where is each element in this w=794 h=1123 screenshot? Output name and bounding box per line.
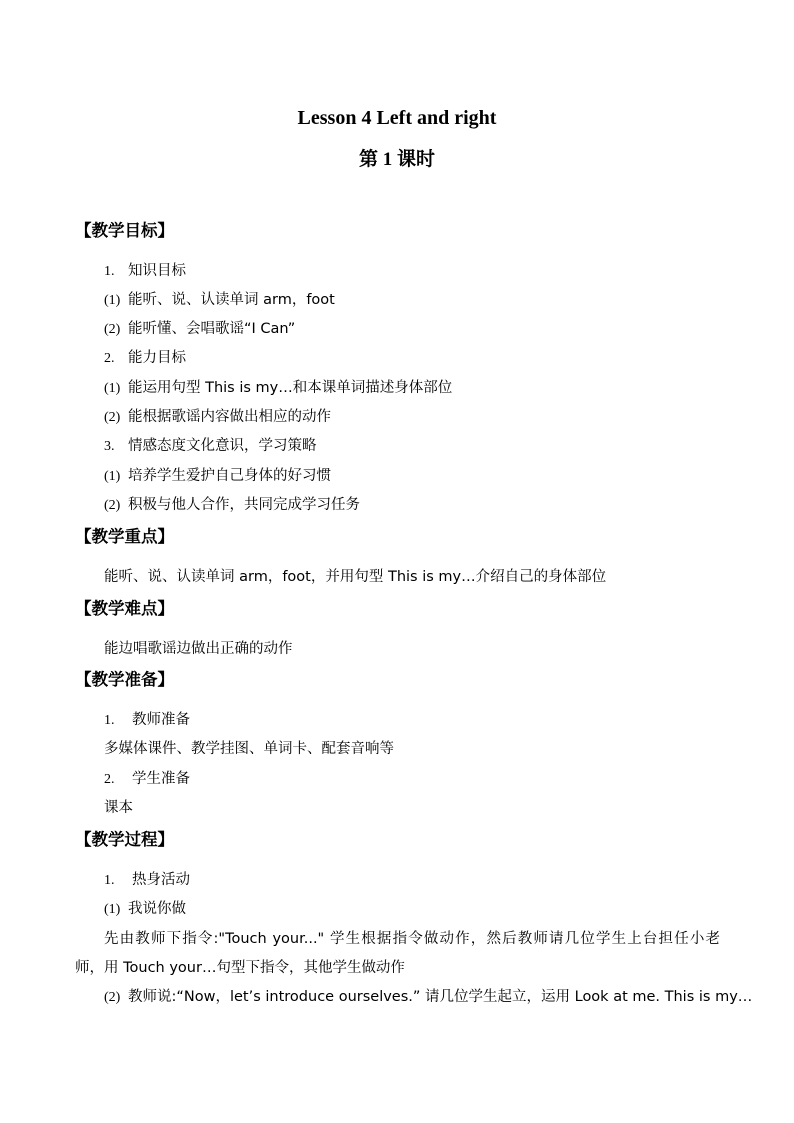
objective-item	[104, 494, 360, 517]
item-number: 3.	[104, 439, 115, 454]
item-number: 1.	[104, 873, 115, 888]
preparation-student-text: 课本	[104, 800, 133, 816]
objective-item	[104, 406, 331, 429]
item-number: (2)	[104, 322, 121, 337]
process-paragraph-line: 师，用 Touch your…句型下指令，其他学生做动作	[75, 960, 405, 976]
item-text: 能力目标	[128, 350, 186, 366]
process-step	[104, 869, 190, 892]
preparation-teacher	[104, 709, 190, 732]
objective-item	[104, 347, 186, 370]
item-text: 积极与他人合作，共同完成学习任务	[128, 497, 360, 513]
item-text: 教师说:“Now，let’s introduce ourselves.” 请几位学生起立，运用 Look at me. This is my…	[128, 989, 753, 1005]
item-text: 能运用句型 This is my…和本课单词描述身体部位	[128, 380, 453, 396]
item-number: (1)	[104, 381, 121, 396]
key-points-heading: 【教学重点】	[75, 527, 174, 546]
item-text: 教师准备	[132, 712, 190, 728]
item-text: 能根据歌谣内容做出相应的动作	[128, 409, 331, 425]
item-text: 能听、说、认读单词 arm，foot	[128, 292, 335, 308]
objective-item	[104, 435, 317, 458]
item-text: 知识目标	[128, 263, 186, 279]
preparation-teacher-text: 多媒体课件、教学挂图、单词卡、配套音响等	[104, 741, 394, 757]
objective-item	[104, 318, 295, 341]
item-text: 我说你做	[128, 901, 186, 917]
item-number: 1.	[104, 264, 115, 279]
item-text: 培养学生爱护自己身体的好习惯	[128, 468, 331, 484]
preparation-heading: 【教学准备】	[75, 670, 174, 689]
process-heading: 【教学过程】	[75, 830, 174, 849]
item-number: 1.	[104, 713, 115, 728]
item-text: 能听懂、会唱歌谣“I Can”	[128, 321, 296, 337]
item-number: (2)	[104, 498, 121, 513]
difficulties-text: 能边唱歌谣边做出正确的动作	[104, 641, 293, 657]
objective-item	[104, 465, 331, 488]
item-number: (1)	[104, 902, 121, 917]
difficulties-heading: 【教学难点】	[75, 599, 174, 618]
item-number: 2.	[104, 772, 115, 787]
item-number: 2.	[104, 351, 115, 366]
objective-item	[104, 289, 335, 312]
item-text: 学生准备	[132, 771, 190, 787]
item-number: (1)	[104, 469, 121, 484]
item-number: (2)	[104, 990, 121, 1005]
lesson-title: Lesson 4 Left and right	[297, 107, 497, 129]
item-number: (1)	[104, 293, 121, 308]
objective-item	[104, 260, 186, 283]
lesson-subtitle: 第 1 课时	[358, 149, 435, 170]
key-points-text: 能听、说、认读单词 arm，foot，并用句型 This is my…介绍自己的身体部位	[104, 569, 607, 585]
item-text: 情感态度文化意识，学习策略	[128, 438, 317, 454]
objectives-heading: 【教学目标】	[75, 221, 174, 240]
item-text: 热身活动	[132, 872, 190, 888]
preparation-student	[104, 768, 190, 791]
process-paragraph-line: 先由教师下指令:"Touch your..." 学生根据指令做动作，然后教师请几位学生上台担任小老	[104, 931, 720, 947]
objective-item	[104, 377, 452, 400]
item-number: (2)	[104, 410, 121, 425]
process-substep	[104, 898, 186, 921]
process-substep	[104, 986, 752, 1009]
